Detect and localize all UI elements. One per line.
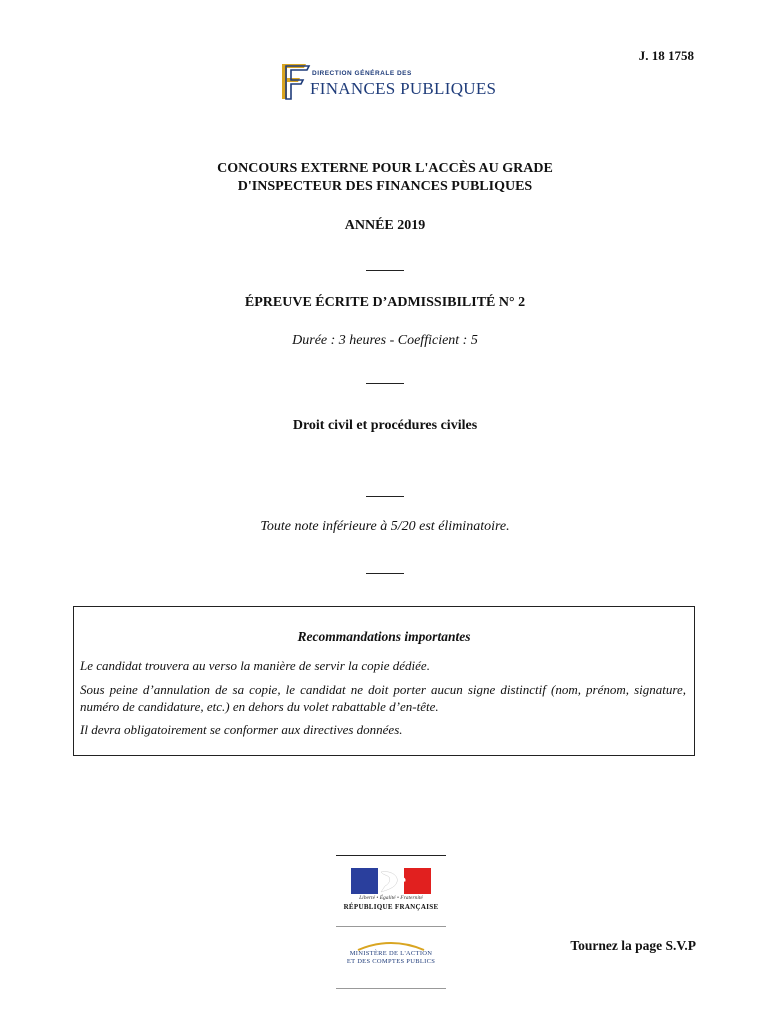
- divider: [336, 855, 446, 856]
- recommendations-box: [73, 606, 695, 756]
- epreuve-title: ÉPREUVE ÉCRITE D’ADMISSIBILITÉ N° 2: [244, 295, 526, 310]
- recommendations-title: Recommandations importantes: [297, 629, 471, 644]
- subject: Droit civil et procédures civiles: [292, 418, 478, 433]
- divider: [336, 988, 446, 989]
- recommendation-line: Il devra obligatoirement se conformer aux directives données.: [80, 722, 403, 737]
- exam-year: ANNÉE 2019: [344, 218, 426, 233]
- republic-motto: Liberté • Égalité • Fraternité: [359, 895, 423, 901]
- separator: [366, 270, 404, 271]
- ministry-line1: MINISTÈRE DE L'ACTION: [349, 950, 433, 957]
- separator: [366, 573, 404, 574]
- document-reference: J. 18 1758: [638, 48, 694, 63]
- recommendation-line: Sous peine d’annulation de sa copie, le candidat ne doit porter aucun signe distinctif (nom, prénom, signature, numéro de candidature, etc.) en dehors du volet rabattable d’en-tête.: [80, 682, 686, 714]
- dgfip-logo: [276, 62, 506, 102]
- dgfip-f-emblem-icon: [276, 62, 312, 102]
- duration: Durée : 3 heures - Coefficient : 5: [292, 333, 478, 348]
- turn-page-note: Tournez la page S.V.P: [570, 938, 696, 953]
- recommendation-line: Le candidat trouvera au verso la manière de servir la copie dédiée.: [80, 658, 430, 673]
- logo-main-line: FINANCES PUBLIQUES: [310, 79, 497, 98]
- separator: [366, 383, 404, 384]
- logo-top-line: DIRECTION GÉNÉRALE DES: [312, 70, 412, 77]
- divider: [336, 926, 446, 927]
- ministry-name: [336, 950, 446, 966]
- elimination-note: Toute note inférieure à 5/20 est éliminatoire.: [260, 519, 510, 534]
- exam-title-line1: CONCOURS EXTERNE POUR L'ACCÈS AU GRADE: [217, 161, 553, 176]
- marianne-flag-logo: [351, 868, 431, 894]
- marianne-icon: [351, 868, 431, 894]
- exam-title-line2: D'INSPECTEUR DES FINANCES PUBLIQUES: [237, 179, 533, 194]
- republique-francaise: RÉPUBLIQUE FRANÇAISE: [343, 903, 439, 911]
- ministry-line2: ET DES COMPTES PUBLICS: [346, 958, 436, 965]
- separator: [366, 496, 404, 497]
